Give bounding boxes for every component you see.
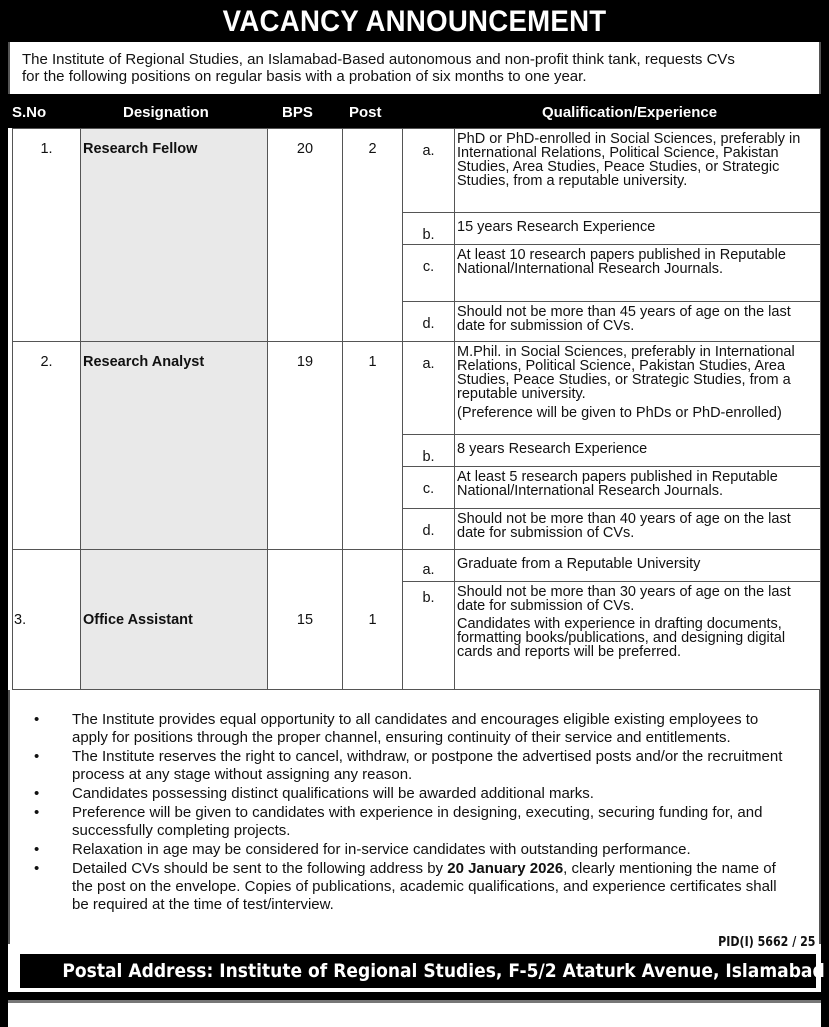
intro-line: for the following positions on regular basis with a probation of six months to one year. — [22, 68, 587, 85]
header-designation: Designation — [123, 104, 209, 121]
terms-section — [8, 690, 821, 944]
item-letter: a. — [403, 550, 455, 582]
row-bps: 19 — [268, 342, 343, 550]
table-row — [13, 129, 821, 213]
table-row — [13, 342, 821, 435]
item-text: Graduate from a Reputable University — [455, 550, 821, 582]
item-text: M.Phil. in Social Sciences, preferably in International Relations, Political Science, Pakistan Studies, Area Studies, Peace Studies, or Strategic Studies, from a reputable university. — [457, 344, 795, 402]
item-letter: d. — [403, 509, 455, 550]
term-item: • Relaxation in age may be considered for in-service candidates with outstanding performance. — [72, 841, 797, 859]
item-letter: b. — [403, 213, 455, 245]
item-text: At least 10 research papers published in Reputable National/International Research Journals. — [455, 245, 821, 302]
item-letter: d. — [403, 302, 455, 342]
next-page-edge — [8, 1000, 821, 1027]
item-cell — [455, 582, 821, 690]
announcement-title: VACANCY ANNOUNCEMENT — [222, 5, 607, 38]
header-sno: S.No — [12, 104, 47, 121]
item-letter: b. — [403, 582, 455, 690]
item-text: At least 5 research papers published in Reputable National/International Research Journals. — [455, 467, 821, 509]
row-designation: Office Assistant — [81, 550, 268, 690]
item-text: Should not be more than 40 years of age on the last date for submission of CVs. — [455, 509, 821, 550]
postal-address-bar — [20, 954, 825, 988]
term-item: • The Institute reserves the right to cancel, withdraw, or postpone the advertised posts and/or the recruitment process at any stage without assigning any reason. — [72, 748, 797, 784]
item-text: 15 years Research Experience — [455, 213, 821, 245]
row-sno: 3. — [13, 550, 81, 690]
deadline-date: 20 January 2026 — [447, 860, 564, 877]
announcement-title-bar — [8, 0, 821, 42]
row-post: 2 — [343, 129, 403, 342]
item-letter: c. — [403, 245, 455, 302]
term-item: • Candidates possessing distinct qualifications will be awarded additional marks. — [72, 785, 797, 803]
vacancy-advertisement — [8, 0, 825, 992]
row-designation: Research Fellow — [81, 129, 268, 342]
header-bps: BPS — [282, 104, 313, 121]
row-designation: Research Analyst — [81, 342, 268, 550]
postal-address: Postal Address: Institute of Regional Studies, F-5/2 Ataturk Avenue, Islamabad — [62, 960, 825, 982]
pid-code: PID(I) 5662 / 25 — [717, 935, 815, 950]
header-qualification: Qualification/Experience — [542, 104, 718, 121]
term-item: • Preference will be given to candidates with experience in designing, executing, securing funding for, and successfully completing projects. — [72, 804, 797, 840]
deadline-text-after: , clearly mentioning the name of the post on the envelope. Copies of publications, academic qualifications, and experience certificates shall be required at the time of test/interview. — [72, 860, 777, 913]
item-text: PhD or PhD-enrolled in Social Sciences, preferably in International Relations, Political Science, Pakistan Studies, Area Studies, Peace Studies, or Strategic Studies, from a reputable university. — [455, 129, 821, 213]
item-extra-text: Candidates with experience in drafting documents, formatting books/publications, and designing digital cards and reports will be preferred. — [457, 616, 786, 660]
terms-list — [10, 690, 819, 914]
item-letter: a. — [403, 342, 455, 435]
row-bps: 20 — [268, 129, 343, 342]
row-bps: 15 — [268, 550, 343, 690]
item-letter: c. — [403, 467, 455, 509]
item-letter: a. — [403, 129, 455, 213]
deadline-text-before: Detailed CVs should be sent to the following address by — [72, 860, 448, 877]
item-extra-text: (Preference will be given to PhDs or PhD-enrolled) — [457, 405, 782, 421]
header-post: Post — [349, 104, 382, 121]
vacancy-table — [12, 128, 821, 690]
item-text: Should not be more than 30 years of age on the last date for submission of CVs. — [457, 584, 791, 614]
term-item: • The Institute provides equal opportunity to all candidates and encourages eligible existing employees to apply for positions through the proper channel, ensuring continuity of their service and entitlements. — [72, 711, 797, 747]
term-item-deadline — [72, 860, 797, 914]
item-cell — [455, 342, 821, 435]
item-letter: b. — [403, 435, 455, 467]
row-post: 1 — [343, 550, 403, 690]
row-post: 1 — [343, 342, 403, 550]
item-text: Should not be more than 45 years of age on the last date for submission of CVs. — [455, 302, 821, 342]
intro-paragraph — [8, 42, 821, 94]
item-text: 8 years Research Experience — [455, 435, 821, 467]
row-sno: 1. — [13, 129, 81, 342]
intro-line: The Institute of Regional Studies, an Islamabad-Based autonomous and non-profit think tank, requests CVs — [22, 51, 735, 68]
table-row — [13, 550, 821, 582]
row-sno: 2. — [13, 342, 81, 550]
table-header — [8, 94, 821, 128]
